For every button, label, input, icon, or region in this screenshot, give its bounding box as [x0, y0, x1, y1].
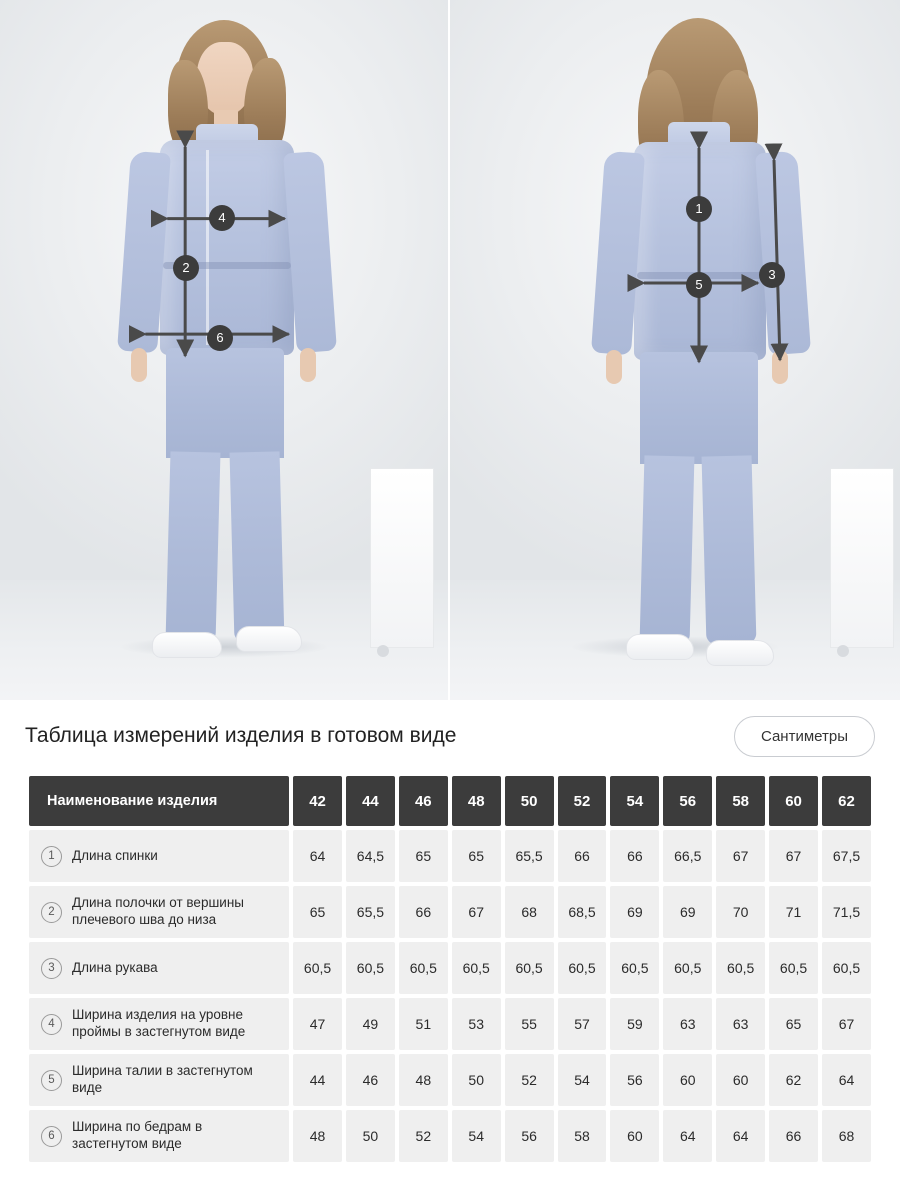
- column-header-size-46: 46: [399, 776, 448, 826]
- row-name-text: Длина спинки: [72, 847, 158, 863]
- cell-r1-c10: 67: [769, 830, 818, 882]
- column-header-size-62: 62: [822, 776, 871, 826]
- column-header-size-52: 52: [558, 776, 607, 826]
- table-row: [29, 886, 871, 938]
- cell-r3-c8: 60,5: [663, 942, 712, 994]
- row-name-text: Ширина изделия на уровне проймы в застегнутом виде: [72, 1007, 246, 1039]
- cell-r4-c9: 63: [716, 998, 765, 1050]
- photo-front-view: [0, 0, 450, 700]
- cell-r5-c10: 62: [769, 1054, 818, 1106]
- cell-r1-c1: 64: [293, 830, 342, 882]
- column-header-name: Наименование изделия: [29, 776, 289, 826]
- cell-r6-c7: 60: [610, 1110, 659, 1162]
- cell-r3-c10: 60,5: [769, 942, 818, 994]
- cell-r6-c1: 48: [293, 1110, 342, 1162]
- cell-r2-c2: 65,5: [346, 886, 395, 938]
- cell-r5-c4: 50: [452, 1054, 501, 1106]
- cell-r4-c10: 65: [769, 998, 818, 1050]
- cell-r1-c6: 66: [558, 830, 607, 882]
- cell-r2-c3: 66: [399, 886, 448, 938]
- row-number-icon: 4: [41, 1014, 62, 1035]
- cell-r3-c9: 60,5: [716, 942, 765, 994]
- cell-r3-c4: 60,5: [452, 942, 501, 994]
- cell-r2-c11: 71,5: [822, 886, 871, 938]
- cell-r4-c5: 55: [505, 998, 554, 1050]
- cell-r2-c9: 70: [716, 886, 765, 938]
- cell-r6-c4: 54: [452, 1110, 501, 1162]
- row-label-3: [29, 942, 289, 994]
- cell-r1-c4: 65: [452, 830, 501, 882]
- row-number-icon: 5: [41, 1070, 62, 1091]
- cell-r3-c7: 60,5: [610, 942, 659, 994]
- cell-r2-c4: 67: [452, 886, 501, 938]
- table-row: [29, 830, 871, 882]
- measurement-arrows-back: [450, 0, 900, 700]
- cell-r5-c9: 60: [716, 1054, 765, 1106]
- cell-r5-c6: 54: [558, 1054, 607, 1106]
- measure-marker-1: 1: [686, 196, 712, 222]
- column-header-size-58: 58: [716, 776, 765, 826]
- measurements-section: [0, 700, 900, 1166]
- cell-r4-c6: 57: [558, 998, 607, 1050]
- row-number-icon: 2: [41, 902, 62, 923]
- cell-r4-c8: 63: [663, 998, 712, 1050]
- cell-r1-c2: 64,5: [346, 830, 395, 882]
- table-row: [29, 1054, 871, 1106]
- cell-r4-c4: 53: [452, 998, 501, 1050]
- cell-r2-c1: 65: [293, 886, 342, 938]
- column-header-size-54: 54: [610, 776, 659, 826]
- cell-r4-c7: 59: [610, 998, 659, 1050]
- measure-marker-3: 3: [759, 262, 785, 288]
- cell-r2-c7: 69: [610, 886, 659, 938]
- column-header-size-56: 56: [663, 776, 712, 826]
- cell-r3-c3: 60,5: [399, 942, 448, 994]
- measurements-header: [25, 700, 875, 772]
- cell-r4-c1: 47: [293, 998, 342, 1050]
- measure-marker-6: 6: [207, 325, 233, 351]
- cell-r5-c8: 60: [663, 1054, 712, 1106]
- cell-r3-c11: 60,5: [822, 942, 871, 994]
- cell-r3-c1: 60,5: [293, 942, 342, 994]
- unit-toggle-button[interactable]: Сантиметры: [734, 716, 875, 757]
- measure-marker-5: 5: [686, 272, 712, 298]
- column-header-size-44: 44: [346, 776, 395, 826]
- row-number-icon: 6: [41, 1126, 62, 1147]
- cell-r6-c2: 50: [346, 1110, 395, 1162]
- column-header-size-42: 42: [293, 776, 342, 826]
- cell-r2-c6: 68,5: [558, 886, 607, 938]
- cell-r6-c11: 68: [822, 1110, 871, 1162]
- row-name-text: Длина полочки от вершины плечевого шва до низа: [72, 895, 244, 927]
- row-name-text: Ширина талии в застегнутом виде: [72, 1063, 253, 1095]
- cell-r2-c8: 69: [663, 886, 712, 938]
- row-label-5: [29, 1054, 289, 1106]
- cell-r3-c5: 60,5: [505, 942, 554, 994]
- cell-r6-c3: 52: [399, 1110, 448, 1162]
- measurements-table: [25, 772, 875, 1166]
- cell-r5-c1: 44: [293, 1054, 342, 1106]
- column-header-size-48: 48: [452, 776, 501, 826]
- cell-r6-c10: 66: [769, 1110, 818, 1162]
- cell-r6-c5: 56: [505, 1110, 554, 1162]
- column-header-size-60: 60: [769, 776, 818, 826]
- cell-r4-c11: 67: [822, 998, 871, 1050]
- row-label-4: [29, 998, 289, 1050]
- table-row: [29, 942, 871, 994]
- cell-r3-c2: 60,5: [346, 942, 395, 994]
- cell-r1-c9: 67: [716, 830, 765, 882]
- cell-r1-c11: 67,5: [822, 830, 871, 882]
- cell-r5-c11: 64: [822, 1054, 871, 1106]
- cell-r6-c8: 64: [663, 1110, 712, 1162]
- cell-r1-c3: 65: [399, 830, 448, 882]
- cell-r4-c2: 49: [346, 998, 395, 1050]
- row-number-icon: 3: [41, 958, 62, 979]
- cell-r2-c5: 68: [505, 886, 554, 938]
- row-name-text: Ширина по бедрам в застегнутом виде: [72, 1119, 203, 1151]
- cell-r1-c5: 65,5: [505, 830, 554, 882]
- cell-r5-c3: 48: [399, 1054, 448, 1106]
- row-label-2: [29, 886, 289, 938]
- table-row: [29, 998, 871, 1050]
- cell-r3-c6: 60,5: [558, 942, 607, 994]
- table-header-row: [29, 776, 871, 826]
- table-row: [29, 1110, 871, 1162]
- row-number-icon: 1: [41, 846, 62, 867]
- row-name-text: Длина рукава: [72, 959, 158, 975]
- cell-r5-c2: 46: [346, 1054, 395, 1106]
- cell-r5-c5: 52: [505, 1054, 554, 1106]
- measure-marker-2: 2: [173, 255, 199, 281]
- page-title: Таблица измерений изделия в готовом виде: [25, 724, 457, 747]
- photo-back-view: [450, 0, 900, 700]
- measure-marker-4: 4: [209, 205, 235, 231]
- cell-r6-c6: 58: [558, 1110, 607, 1162]
- row-label-1: [29, 830, 289, 882]
- cell-r4-c3: 51: [399, 998, 448, 1050]
- column-header-size-50: 50: [505, 776, 554, 826]
- cell-r1-c7: 66: [610, 830, 659, 882]
- cell-r6-c9: 64: [716, 1110, 765, 1162]
- cell-r5-c7: 56: [610, 1054, 659, 1106]
- row-label-6: [29, 1110, 289, 1162]
- cell-r1-c8: 66,5: [663, 830, 712, 882]
- cell-r2-c10: 71: [769, 886, 818, 938]
